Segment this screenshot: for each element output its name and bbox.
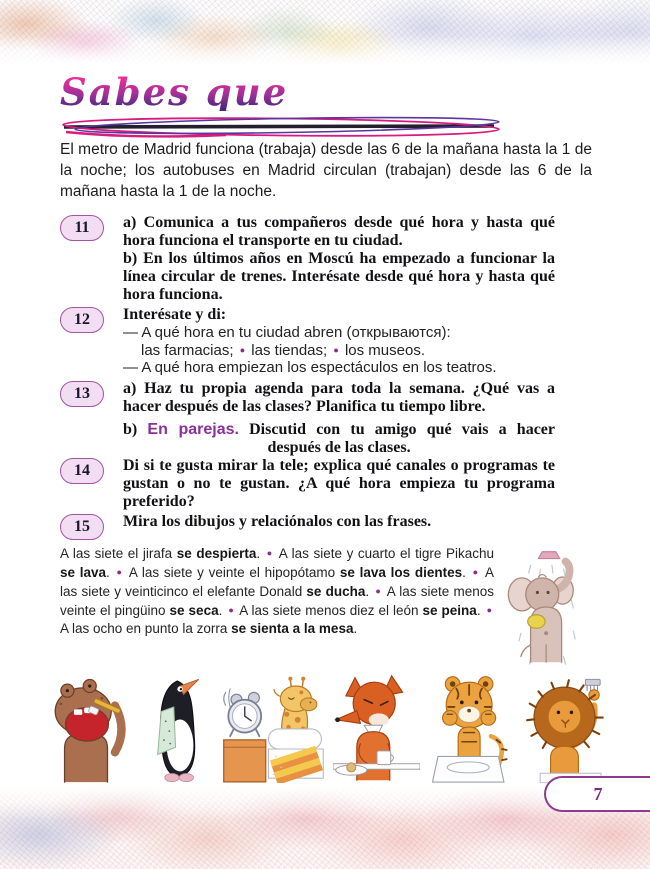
page-number-tab	[544, 776, 650, 812]
exercise-11-number-badge: 11	[60, 215, 104, 241]
giraffe-alarm-clock-illustration	[221, 672, 326, 784]
exercise-11-task-a: a) Comunica a tus compañeros desde qué hora y hasta qué hora funciona el transporte en tu ciudad.	[123, 214, 555, 249]
exercise-15-number-badge: 15	[60, 514, 104, 540]
intro-text: El metro de Madrid funciona (trabaja) desde las 6 de la mañana hasta la 1 de la noche; los autobuses en Madrid circulan (trabajan) desde las 6 de la mañana hasta la 1 de la noche.	[60, 141, 592, 200]
exercise-12-item-3: — A qué hora empiezan los espectáculos en los teatros.	[123, 359, 497, 376]
elephant-shower-illustration	[500, 544, 600, 670]
exercise-13-number-badge: 13	[60, 381, 104, 407]
exercise-14-task: Di si te gusta mirar la tele; explica qué canales o programas te gustan o no te gustan. ¿A qué hora empieza tu programa preferido?	[123, 457, 555, 510]
lion-combing-mane-illustration	[521, 672, 608, 784]
page-number: 7	[593, 783, 603, 804]
penguin-towel-illustration	[138, 672, 214, 784]
animals-illustration-row	[42, 660, 608, 784]
exercise-11	[60, 214, 558, 304]
top-decorative-border	[0, 0, 650, 68]
exercise-11-task-b: b) En los últimos años en Moscú ha empezado a funcionar la línea circular de trenes. Interésate desde qué hora y hasta qué hora funciona.	[123, 250, 555, 303]
exercise-13	[60, 380, 558, 457]
exercise-12-item-1: — A qué hora en tu ciudad abren (открываются):	[123, 324, 451, 341]
exercise-12-item-2: las farmacias; ● las tiendas; ● los museos.	[141, 341, 425, 359]
exercise-15-task: Mira los dibujos y relaciónalos con las frases.	[123, 513, 432, 530]
exercise-15	[60, 513, 558, 535]
exercise-13-task-b-line2: después de las clases.	[267, 439, 411, 456]
exercise-14	[60, 457, 558, 511]
tiger-washing-face-illustration	[427, 672, 514, 784]
fox-at-table-illustration	[333, 672, 420, 784]
exercise-12	[60, 306, 558, 377]
story-paragraph: A las siete el jirafa se despierta. ● A las siete y cuarto el tigre Pikachu se lava. ● A las siete y veinte el hipopótamo se lava los dientes. ● A las siete y veinticinco el elefante Donald se ducha. ● A las siete menos veinte el pingüino se seca. ● A las siete menos diez el león se peina. ● A las ocho en punto la zorra se sienta a la mesa.	[60, 544, 600, 674]
exercise-14-number-badge: 14	[60, 458, 104, 484]
exercise-13-task-a: a) Haz tu propia agenda para toda la semana. ¿Qué vas a hacer después de las clases? Planifica tu tiempo libre.	[123, 380, 555, 415]
title-underline-flourish	[56, 112, 508, 142]
exercise-12-title: Interésate y di:	[123, 306, 227, 323]
exercise-12-number-badge: 12	[60, 307, 104, 333]
hippo-brushing-teeth-illustration	[42, 672, 131, 784]
page-title: Sabes que	[60, 70, 289, 114]
exercise-13-task-b: b) En parejas. Discutid con tu amigo qué vais a hacer	[123, 421, 555, 438]
